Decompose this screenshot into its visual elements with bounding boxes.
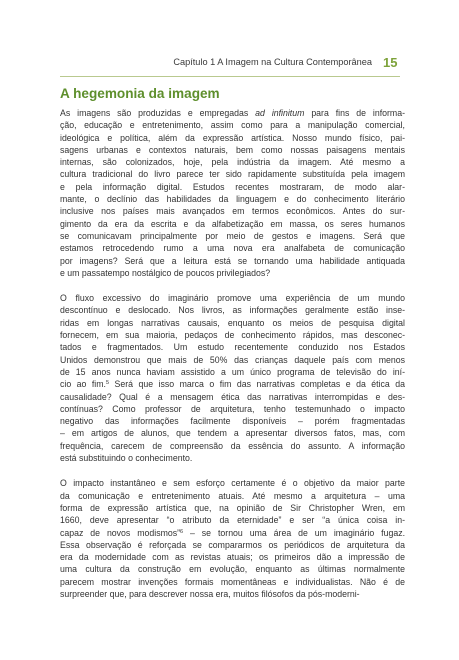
text-line: tados e fragmentados. Um estudo recentemente conduzido nos Estados bbox=[60, 342, 405, 353]
text-line: ideológica e política, além da expressão artística. Nosso mundo físico, pai- bbox=[60, 132, 405, 143]
text-line: causalidade? Qual é a mensagem ética das narrativas interrompidas e des- bbox=[60, 391, 405, 402]
text-line: se comunicavam principalmente por meio de gestos e imagens. Será que bbox=[60, 230, 405, 241]
text-line: negativo das informações facilmente disponíveis – porém fragmentadas bbox=[60, 416, 405, 427]
page-number: 15 bbox=[383, 55, 398, 70]
text-line: parecem mostrar invenções formais momentâneas e individualistas. Não é de bbox=[60, 576, 405, 587]
text-line: O impacto instantâneo e sem esforço certamente é o objetivo da maior parte bbox=[60, 478, 405, 489]
text-line: forma de expressão artística que, na opinião de Sir Christopher Wren, em bbox=[60, 502, 405, 513]
italic-term: ad infinitum bbox=[255, 108, 305, 118]
text-line: era da modernidade com as revistas atuais; os primeiros dão a impressão de bbox=[60, 552, 405, 563]
chapter-title: Capítulo 1 A Imagem na Cultura Contemporânea bbox=[173, 57, 372, 67]
text-line: cultura tradicional do livro parece ter sido rapidamente substituída pela imagem bbox=[60, 169, 405, 180]
text-line: gimento da era da escrita e da alfabetização em massa, os seres humanos bbox=[60, 218, 405, 229]
section-heading: A hegemonia da imagem bbox=[60, 86, 220, 101]
body-text bbox=[60, 107, 405, 613]
text-line: está substituindo o conhecimento. bbox=[60, 453, 193, 464]
header-rule bbox=[60, 76, 400, 77]
text-line: e um passatempo nostálgico de poucos privilegiados? bbox=[60, 267, 271, 278]
text-line: capaz de novos modismos”$^6$ – se tornou uma área de um imaginário fugaz. bbox=[60, 527, 405, 538]
text-line: inclusive nos países mais avançados em termos econômicos. Antes do sur- bbox=[60, 206, 405, 217]
text-line: cio ao fim.$^5$ Será que isso marca o fim das narrativas completas e da ética da bbox=[60, 379, 406, 390]
footnote-ref[interactable]: 6 bbox=[180, 528, 184, 535]
text-line: ção, educação e entretenimento, assim como para a manipulação comercial, bbox=[60, 120, 405, 131]
text-line: contínuas? Como professor de arquitetura, tenho testemunhado o impacto bbox=[60, 403, 405, 414]
text-line: sagens urbanas e contextos naturais, bem como nossas paisagens mentais bbox=[60, 144, 405, 155]
text-line: fornecem, em sua maioria, pedaços de conhecimento rápidos, mas desconec- bbox=[60, 330, 405, 341]
text-line: Essa observação é reforçada se compararmos os periódicos de arquitetura da bbox=[60, 539, 405, 550]
text-line: frequência, carecem de compreensão da essência do assunto. A informação bbox=[60, 440, 405, 451]
text-line: 1660, deve apresentar “o atributo da eternidade” e ser “a única coisa in- bbox=[60, 515, 405, 526]
text-line: Unidos demonstrou que mais de 50% das crianças daquele país com menos bbox=[60, 354, 405, 365]
text-line: e pela informação digital. Estudos recentes mostraram, de modo alar- bbox=[60, 181, 405, 192]
text-line: ridas em longas narrativas causais, enquanto os meios de pesquisa digital bbox=[60, 317, 405, 328]
text-line: mante, o declínio das habilidades da linguagem e do conhecimento literário bbox=[60, 194, 405, 205]
text-line: As imagens são produzidas e empregadas ad infinitum para fins de informa- bbox=[60, 108, 405, 118]
text-line: – em artigos de alunos, que tendem a apresentar diversos fatos, mas, com bbox=[60, 428, 405, 439]
text-line: uma cultura da construção em evolução, enquanto as últimas normalmente bbox=[60, 564, 405, 575]
footnote-ref[interactable]: 5 bbox=[105, 380, 110, 387]
paragraph bbox=[60, 477, 405, 600]
paragraph bbox=[60, 107, 405, 279]
text-line: O fluxo excessivo do imaginário promove uma experiência de um mundo bbox=[60, 293, 405, 304]
text-line: descontínuo e deslocado. Nos livros, as informações geralmente estão inse- bbox=[60, 305, 405, 316]
text-line: internas, são colonizados, hoje, pela indústria da imagem. Até mesmo a bbox=[60, 157, 405, 168]
paragraph bbox=[60, 292, 405, 464]
text-line: surpreender que, para descrever nossa era, muitos filósofos da pós-moderni- bbox=[60, 588, 360, 599]
text-line: estamos retrocedendo rumo a uma nova era analfabeta de comunicação bbox=[60, 243, 405, 254]
running-head bbox=[0, 57, 459, 71]
text-line: de 15 anos nunca haviam assistido a um único programa de televisão do iní- bbox=[60, 366, 405, 377]
text-line: por imagens? Será que a leitura está se tornando uma habilidade antiquada bbox=[60, 255, 405, 266]
text-line: da comunicação e entretenimento atuais. Até mesmo a arquitetura – uma bbox=[60, 490, 405, 501]
